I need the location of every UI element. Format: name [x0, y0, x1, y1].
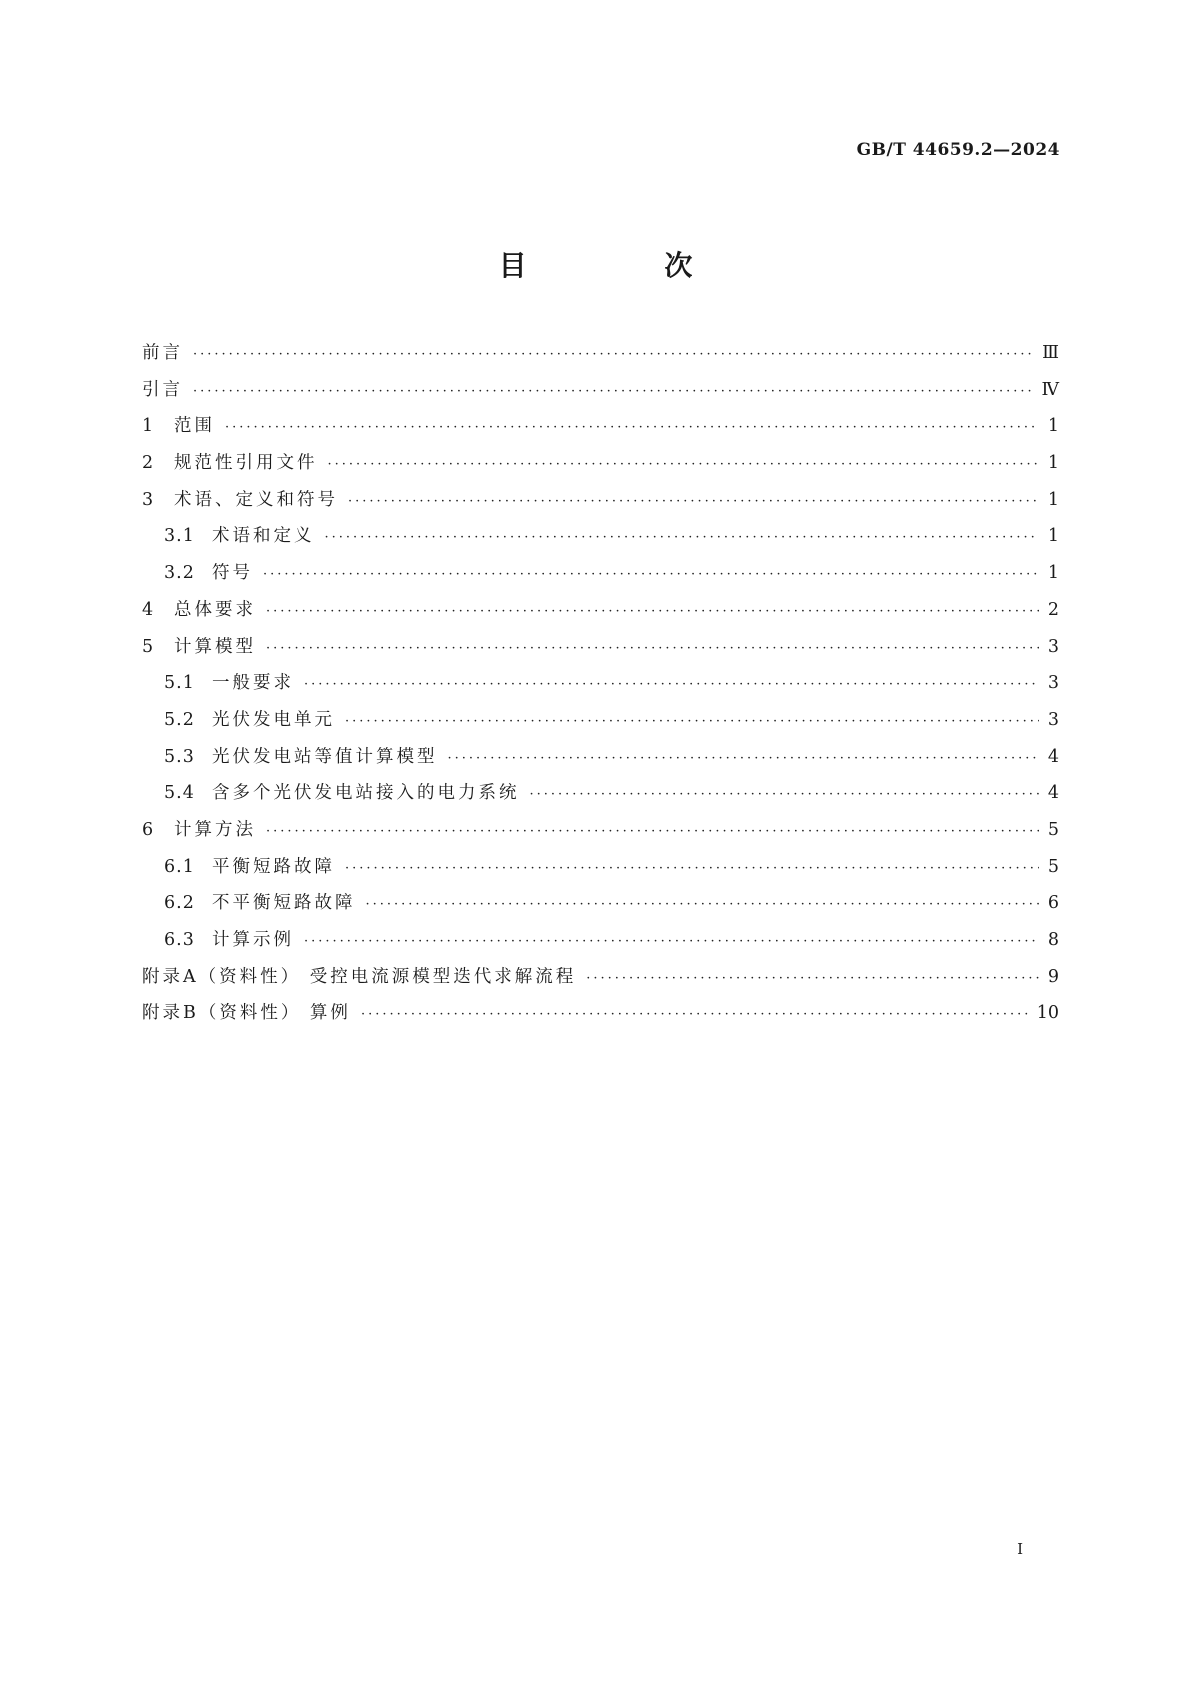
toc-entry-text: 平衡短路故障 — [212, 856, 335, 877]
toc-entry-text: 光伏发电站等值计算模型 — [212, 746, 438, 767]
toc-entry-text: 符号 — [212, 563, 253, 584]
toc-leader-dots — [361, 1007, 1029, 1022]
toc-entry-text: 术语和定义 — [212, 526, 315, 547]
toc-entry-page: 3 — [1047, 636, 1059, 657]
toc-leader-dots — [348, 494, 1039, 509]
toc-entry-preface[interactable] — [142, 339, 1059, 376]
toc-leader-dots — [304, 934, 1039, 949]
toc-entry-page: Ⅳ — [1041, 379, 1059, 400]
toc-leader-dots — [448, 751, 1040, 766]
toc-entry-page: 1 — [1047, 416, 1059, 437]
toc-leader-dots — [345, 861, 1039, 876]
toc-entry-text: 总体要求 — [174, 599, 256, 620]
toc-entry-text: 术语、定义和符号 — [174, 489, 338, 510]
toc-entry-5[interactable] — [142, 633, 1059, 670]
toc-entry-3-2[interactable] — [142, 559, 1059, 596]
toc-entry-page: 3 — [1047, 673, 1059, 694]
toc-entry-number: 6.2 — [164, 893, 195, 914]
toc-leader-dots — [193, 347, 1034, 362]
toc-entry-page: 1 — [1047, 563, 1059, 584]
table-of-contents — [142, 339, 1059, 1036]
toc-entry-5-2[interactable] — [142, 706, 1059, 743]
toc-entry-5-1[interactable] — [142, 669, 1059, 706]
toc-entry-number: 5.3 — [164, 746, 195, 767]
toc-leader-dots — [366, 897, 1040, 912]
toc-entry-page: 5 — [1047, 819, 1059, 840]
toc-leader-dots — [225, 420, 1039, 435]
toc-entry-number: 3.2 — [164, 563, 195, 584]
toc-entry-number: 5.2 — [164, 709, 195, 730]
standard-code: GB/T 44659.2—2024 — [856, 140, 1060, 160]
toc-entry-5-4[interactable] — [142, 779, 1059, 816]
toc-entry-number: 2 — [142, 453, 155, 474]
toc-leader-dots — [328, 457, 1040, 472]
toc-leader-dots — [325, 530, 1040, 545]
toc-entry-page: 10 — [1036, 1003, 1059, 1024]
toc-entry-text: 计算示例 — [212, 930, 294, 950]
toc-leader-dots — [266, 824, 1039, 839]
toc-entry-6-3[interactable] — [142, 926, 1059, 963]
toc-entry-page: 1 — [1047, 453, 1059, 474]
toc-entry-2[interactable] — [142, 449, 1059, 486]
toc-entry-page: 5 — [1047, 856, 1059, 877]
toc-entry-6[interactable] — [142, 816, 1059, 853]
toc-entry-page: Ⅲ — [1042, 343, 1059, 363]
toc-entry-number: 4 — [142, 599, 155, 620]
toc-leader-dots — [304, 677, 1039, 692]
toc-entry-introduction[interactable] — [142, 376, 1059, 413]
toc-entry-text: 引言 — [142, 379, 183, 400]
toc-entry-page: 1 — [1047, 526, 1059, 547]
toc-entry-text: 附录A（资料性） 受控电流源模型迭代求解流程 — [142, 966, 577, 987]
toc-entry-appendix-a[interactable] — [142, 963, 1059, 1000]
toc-leader-dots — [193, 384, 1034, 399]
toc-entry-3-1[interactable] — [142, 522, 1059, 559]
toc-entry-text: 光伏发电单元 — [212, 709, 335, 730]
toc-entry-text: 一般要求 — [212, 673, 294, 694]
toc-entry-text: 附录B（资料性） 算例 — [142, 1003, 351, 1024]
toc-entry-text: 不平衡短路故障 — [212, 893, 356, 914]
toc-entry-page: 2 — [1047, 599, 1059, 620]
toc-leader-dots — [530, 787, 1040, 802]
toc-leader-dots — [345, 714, 1039, 729]
toc-leader-dots — [586, 971, 1039, 986]
toc-entry-text: 计算模型 — [174, 636, 256, 657]
toc-entry-page: 4 — [1047, 783, 1059, 804]
toc-entry-page: 4 — [1047, 746, 1059, 767]
toc-entry-6-2[interactable] — [142, 889, 1059, 926]
toc-entry-number: 6 — [142, 819, 155, 840]
toc-entry-3[interactable] — [142, 486, 1059, 523]
toc-entry-page: 3 — [1047, 709, 1059, 730]
toc-entry-text: 范围 — [174, 416, 215, 437]
toc-entry-number: 5 — [142, 636, 155, 657]
toc-entry-text: 前言 — [142, 343, 183, 363]
toc-entry-number: 6.1 — [164, 856, 195, 877]
page-number: I — [1017, 1540, 1023, 1558]
toc-entry-number: 1 — [142, 416, 155, 437]
toc-entry-6-1[interactable] — [142, 853, 1059, 890]
toc-entry-text: 规范性引用文件 — [174, 453, 318, 474]
toc-entry-appendix-b[interactable] — [142, 999, 1059, 1036]
toc-entry-4[interactable] — [142, 596, 1059, 633]
toc-leader-dots — [266, 604, 1039, 619]
toc-entry-page: 9 — [1047, 966, 1059, 987]
toc-entry-1[interactable] — [142, 412, 1059, 449]
toc-entry-page: 8 — [1047, 930, 1059, 950]
toc-entry-text: 含多个光伏发电站接入的电力系统 — [212, 783, 520, 804]
toc-entry-number: 3.1 — [164, 526, 195, 547]
toc-leader-dots — [263, 567, 1039, 582]
toc-entry-number: 6.3 — [164, 930, 195, 950]
toc-entry-5-3[interactable] — [142, 743, 1059, 780]
toc-entry-number: 5.1 — [164, 673, 195, 694]
toc-entry-page: 6 — [1047, 893, 1059, 914]
toc-entry-number: 3 — [142, 489, 155, 510]
toc-entry-page: 1 — [1047, 489, 1059, 510]
toc-entry-text: 计算方法 — [174, 819, 256, 840]
toc-entry-number: 5.4 — [164, 783, 195, 804]
page-title: 目 次 — [498, 249, 757, 282]
toc-leader-dots — [266, 641, 1039, 656]
